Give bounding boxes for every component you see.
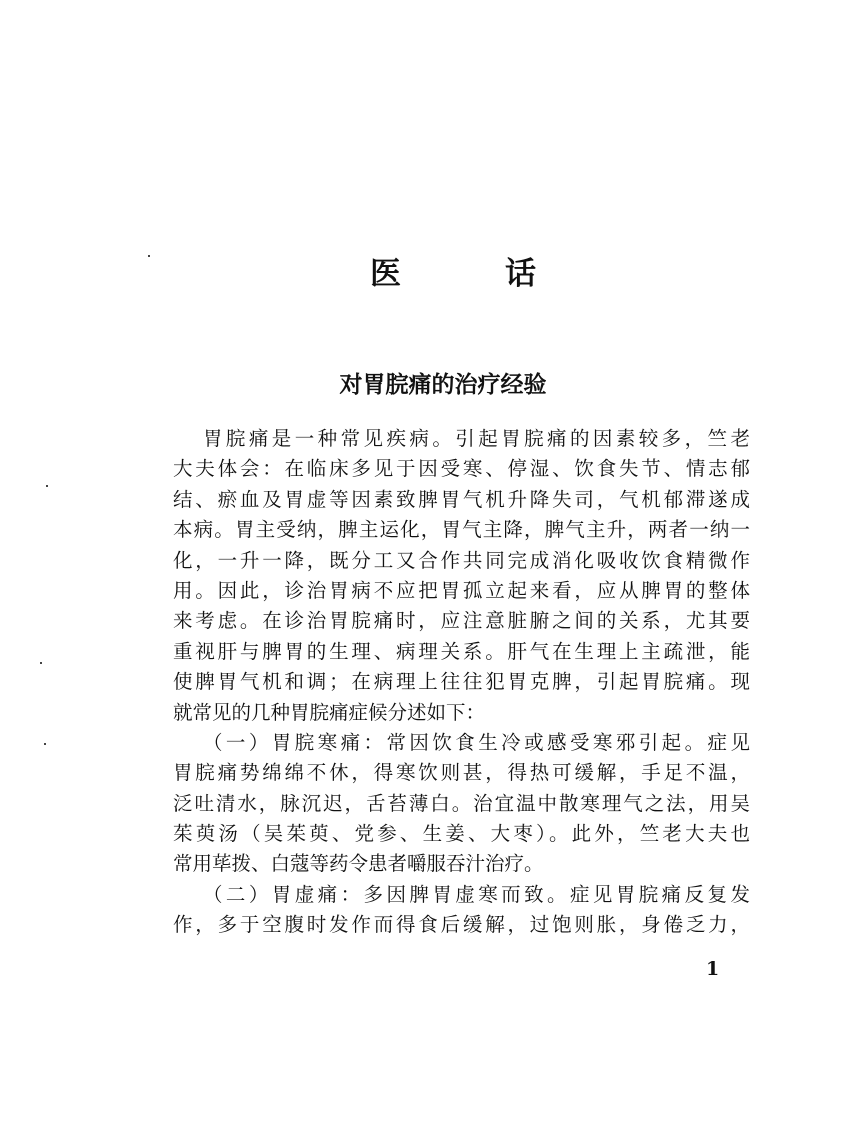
article-title: 对胃脘痛的治疗经验 bbox=[339, 372, 547, 398]
text-line: 泛吐清水，脉沉迟，舌苔薄白。治宜温中散寒理气之法，用吴 bbox=[173, 791, 750, 815]
text-line: 作，多于空腹时发作而得食后缓解，过饱则胀，身倦乏力， bbox=[173, 913, 750, 937]
page-number: 1 bbox=[706, 958, 720, 980]
text-line: 重视肝与脾胃的生理、病理关系。肝气在生理上主疏泄，能 bbox=[173, 639, 750, 663]
text-line: 胃脘痛是一种常见疾病。引起胃脘痛的因素较多，竺老 bbox=[203, 427, 750, 450]
text-line: 茱萸汤（吴茱萸、党参、生姜、大枣）。此外，竺老大夫也 bbox=[173, 822, 750, 846]
scan-speck bbox=[148, 255, 150, 257]
text-line: 胃脘痛势绵绵不休，得寒饮则甚，得热可缓解，手足不温， bbox=[173, 761, 750, 785]
text-line: 本病。胃主受纳，脾主运化，胃气主降，脾气主升，两者一纳一 bbox=[173, 518, 750, 542]
scan-speck bbox=[40, 662, 42, 664]
scan-speck bbox=[44, 743, 46, 745]
text-line: （一）胃脘寒痛：常因饮食生冷或感受寒邪引起。症见 bbox=[203, 730, 750, 754]
text-line: 使脾胃气机和调；在病理上往往犯胃克脾，引起胃脘痛。现 bbox=[173, 670, 750, 694]
scan-speck bbox=[46, 485, 48, 487]
text-line: 结、瘀血及胃虚等因素致脾胃气机升降失司，气机郁滞遂成 bbox=[173, 487, 750, 511]
text-line: （二）胃虚痛：多因脾胃虚寒而致。症见胃脘痛反复发 bbox=[203, 882, 750, 906]
text-line: 来考虑。在诊治胃脘痛时，应注意脏腑之间的关系，尤其要 bbox=[173, 609, 750, 633]
chapter-heading-char: 医 bbox=[370, 256, 401, 292]
text-line: 用。因此，诊治胃病不应把胃孤立起来看，应从脾胃的整体 bbox=[173, 578, 750, 602]
chapter-heading-char: 话 bbox=[505, 256, 536, 292]
article-body bbox=[173, 424, 750, 941]
chapter-heading bbox=[0, 248, 866, 292]
text-line: 常用荜拨、白蔻等药令患者嚼服吞汁治疗。 bbox=[173, 852, 544, 876]
text-line: 大夫体会：在临床多见于因受寒、停湿、饮食失节、情志郁 bbox=[173, 457, 750, 481]
text-line: 就常见的几种胃脘痛症候分述如下： bbox=[173, 700, 486, 724]
text-line: 化，一升一降，既分工又合作共同完成消化吸收饮食精微作 bbox=[173, 548, 750, 572]
